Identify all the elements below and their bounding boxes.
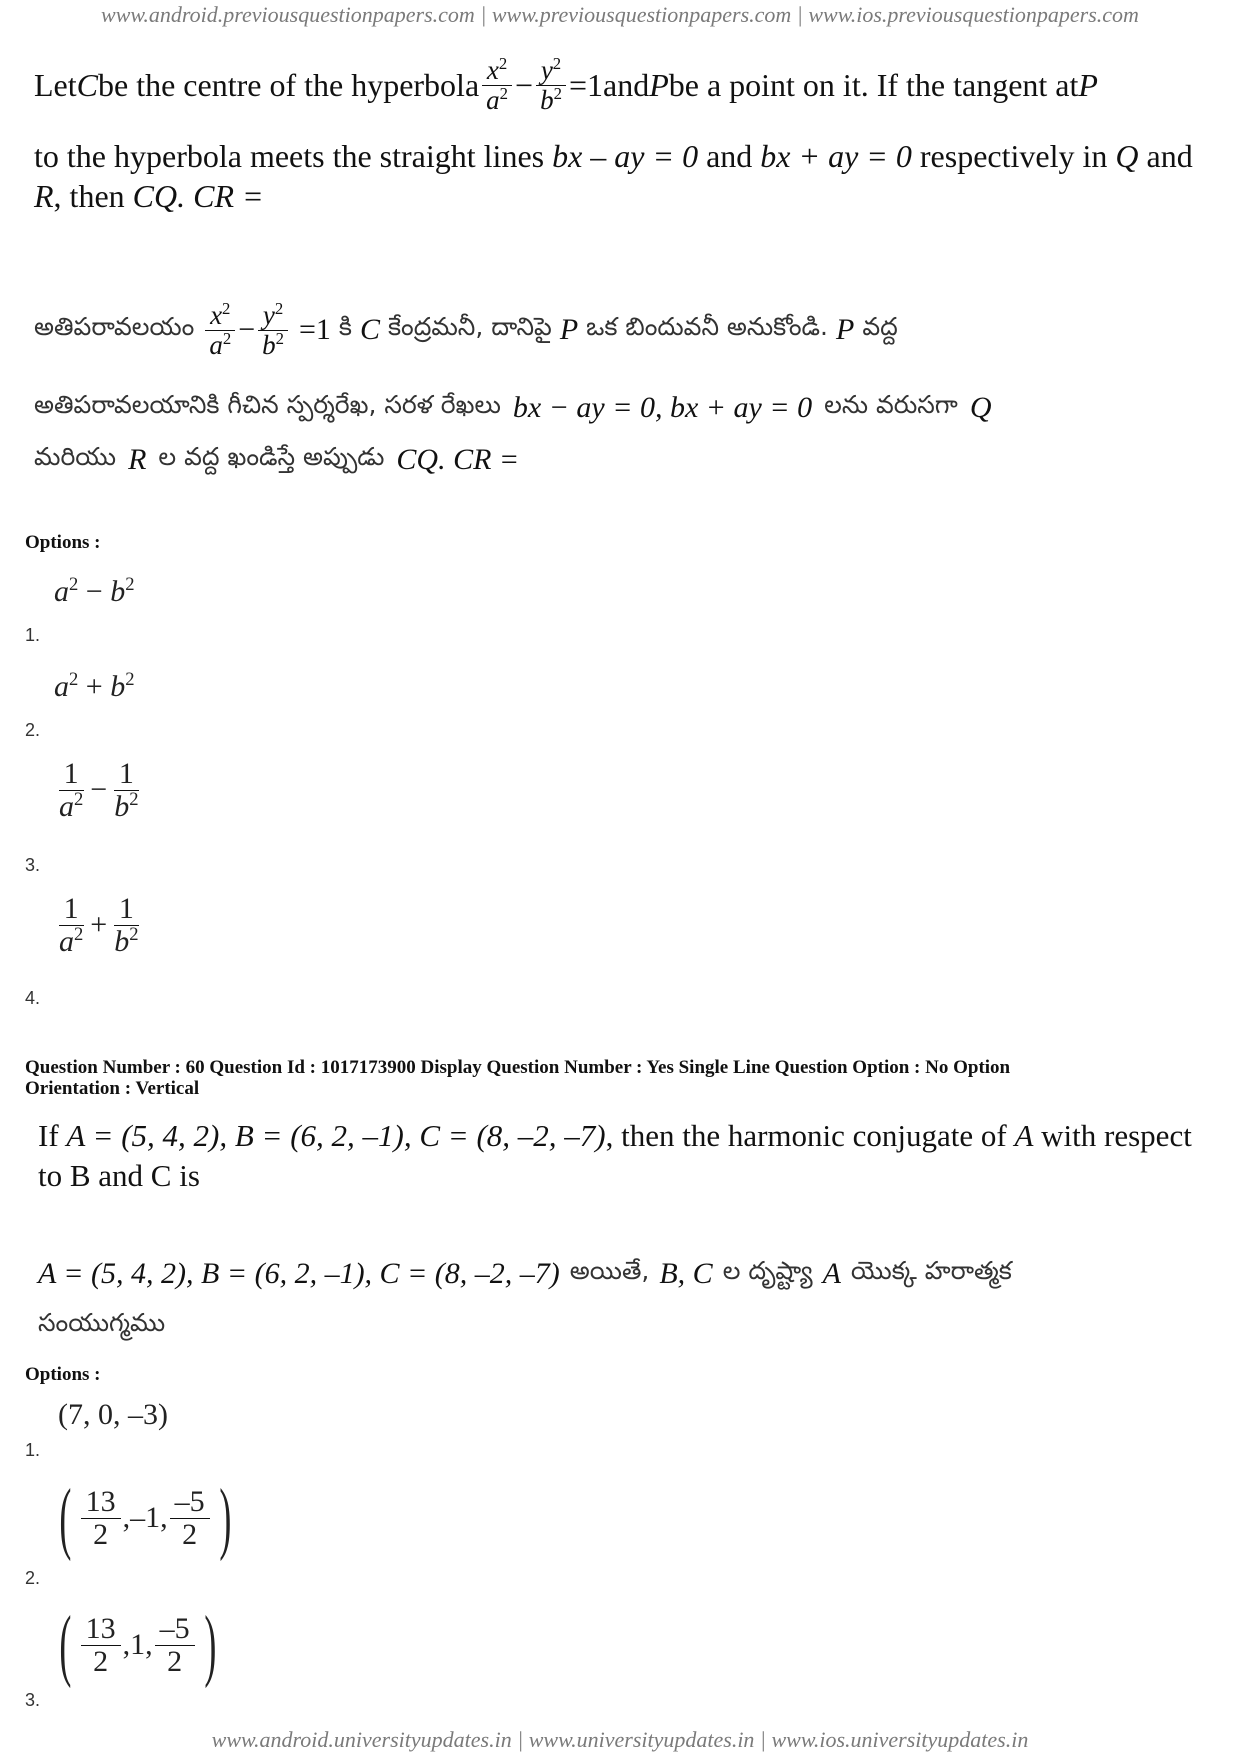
q59-english-line1: Let C be the centre of the hyperbola $\frac{x^2}{a^2}$ − $\frac{y^2}{b^2}$ =1 and P be a point on it. If the tangent at P <box>34 54 1098 115</box>
footer-watermark: www.android.universityupdates.in | www.universityupdates.in | www.ios.universityupdates.in <box>211 1727 1029 1752</box>
q59-english-line2: to the hyperbola meets the straight lines bx – ay = 0 and bx + ay = 0 respectively in Q and <box>34 138 1193 174</box>
q59-option-1-value: $a^2 - b^2$ <box>54 574 135 608</box>
q59-option-1-number: 1. <box>25 625 41 645</box>
q60-english-line1: If A = (5, 4, 2), B = (6, 2, –1), C = (8, –2, –7), then the harmonic conjugate of A with respect <box>38 1118 1192 1153</box>
q60-meta: Question Number : 60 Question Id : 1017173900 Display Question Number : Yes Single Line Question Option : No Option Orientation : Vertical <box>25 1057 1011 1099</box>
q59-option-2-number: 2. <box>25 720 41 740</box>
fraction-x2-a2: $\frac{x^2}{a^2}$ <box>481 56 513 114</box>
q59-option-4-number: 4. <box>25 988 41 1008</box>
q59-option-4-value: $\frac{1}{a^2}$ + $\frac{1}{b^2}$ <box>59 892 139 958</box>
q60-telugu-line2: సంయుగ్మము <box>38 1308 166 1337</box>
header-watermark: www.android.previousquestionpapers.com | www.previousquestionpapers.com | www.ios.previousquestionpapers.com <box>101 2 1139 27</box>
q60-option-3-value: ( $\frac{13}{2}$ ,1, $\frac{-5}{2}$ ) <box>59 1601 216 1689</box>
q60-option-1-value: (7, 0, –3) <box>58 1398 168 1431</box>
q59-telugu-line3: మరియు R ల వద్ద ఖండిస్తే అప్పుడు CQ. CR = <box>34 442 520 476</box>
q60-english-line2: to B and C is <box>38 1158 200 1193</box>
q60-options-title: Options : <box>25 1364 101 1385</box>
q59-option-2-value: $a^2 + b^2$ <box>54 669 135 703</box>
q59-option-3-number: 3. <box>25 855 41 875</box>
q60-option-2-number: 2. <box>25 1568 41 1588</box>
q59-telugu-line2: అతిపరావలయానికి గీచిన స్పర్శరేఖ, సరళ రేఖలు bx − ay = 0, bx + ay = 0 లను వరుసగా Q <box>34 390 992 424</box>
q60-option-2-value: ( $\frac{13}{2}$ ,–1, $\frac{-5}{2}$ ) <box>59 1474 231 1562</box>
q59-telugu-line1: అతిపరావలయం $\frac{x^2}{a^2}$ − $\frac{y^2}{b^2}$ =1 కి C కేంద్రమనీ, దానిపై P ఒక బిందువనీ అనుకోండి. P వద్ద <box>34 299 898 360</box>
fraction-y2-b2: $\frac{y^2}{b^2}$ <box>535 56 567 114</box>
q60-option-3-number: 3. <box>25 1690 41 1710</box>
q60-telugu-line1: A = (5, 4, 2), B = (6, 2, –1), C = (8, –2, –7) అయితే, B, C ల దృష్ట్యా A యొక్క హరాత్మక <box>38 1256 1012 1290</box>
q59-english-line3: R, then CQ. CR = <box>34 178 264 214</box>
q60-option-1-number: 1. <box>25 1440 41 1460</box>
q59-options-title: Options : <box>25 532 101 553</box>
q59-option-3-value: $\frac{1}{a^2}$ − $\frac{1}{b^2}$ <box>59 757 139 823</box>
